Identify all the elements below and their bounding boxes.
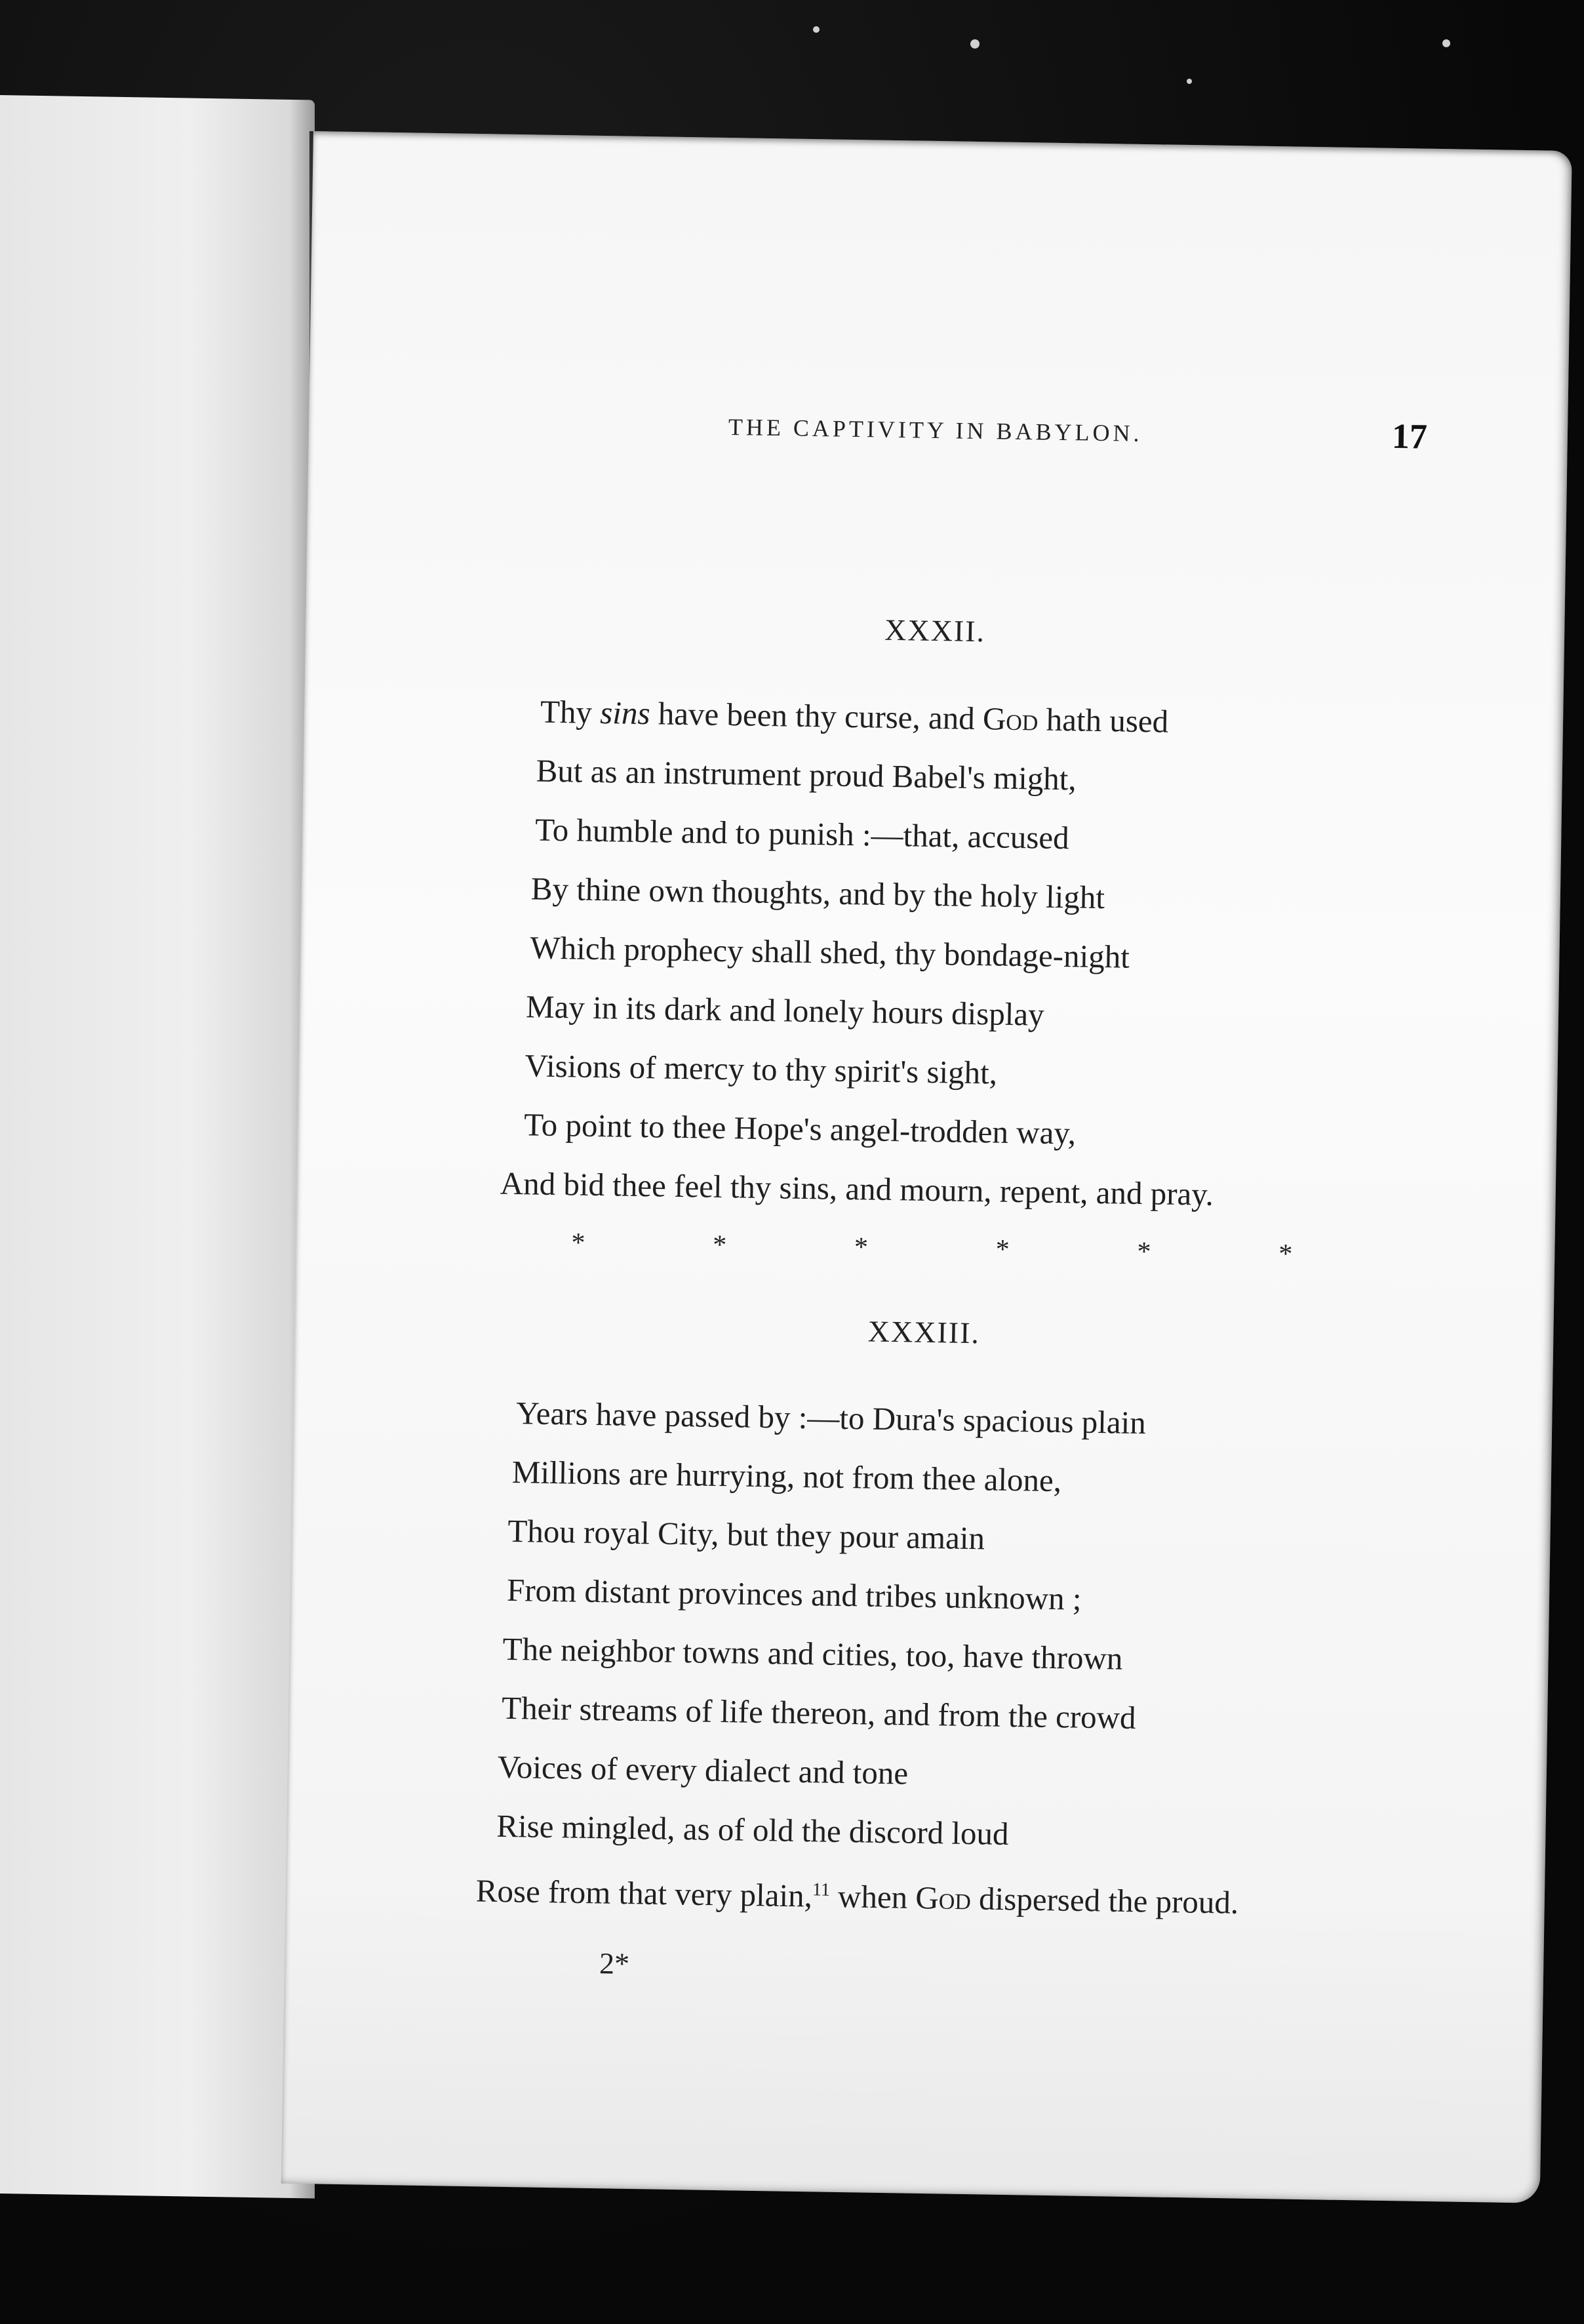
stanza-xxxiii [285,1380,1246,1927]
poem-line: To point to thee Hope's angel-trodden way, [523,1106,1077,1152]
poem-line: To humble and to punish :—that, accused [534,811,1070,856]
poem-line: Millions are hurrying, not from thee alone, [511,1454,1062,1499]
page-content [281,131,1572,2203]
asterisk: * [854,1232,869,1263]
poem-line: Thou royal City, but they pour amain [507,1512,985,1557]
poem-line: Which prophecy shall shed, thy bondage-night [530,929,1130,975]
stanza-numeral-xxxii: XXXII. [884,612,986,649]
poem-line: And bid thee feel thy sins, and mourn, repent, and pray. [500,1165,1214,1212]
section-separator [571,1227,1293,1270]
left-page [0,95,315,2199]
poem-line: From distant provinces and tribes unknown ; [506,1571,1082,1617]
poem-line: Years have passed by :—to Dura's spacious plain [515,1395,1147,1441]
page-number: 17 [1391,416,1428,456]
scan-speck [1442,39,1450,47]
running-head [309,407,1568,456]
poem-line: May in its dark and lonely hours display [525,988,1045,1033]
scan-speck [813,26,820,33]
poem-line: Rise mingled, as of old the discord loud [496,1807,1009,1852]
poem-line: But as an instrument proud Babel's might, [536,752,1077,797]
asterisk: * [571,1228,585,1258]
asterisk: * [995,1234,1010,1265]
asterisk: * [1278,1239,1293,1270]
poem-line: Thy sins have been thy curse, and God hath used [540,693,1169,740]
poem-line: Rose from that very plain,$^{11}$ when God dispersed the proud. [475,1872,1239,1921]
poem-line: Voices of every dialect and tone [497,1748,909,1792]
scan-speck [970,39,980,49]
scan-speck [1187,79,1192,84]
signature-mark: 2* [599,1946,630,1980]
running-title: THE CAPTIVITY IN BABYLON. [728,414,1143,447]
asterisk: * [1137,1236,1151,1268]
asterisk: * [712,1230,727,1261]
poem-line: Their streams of life thereon, and from the crowd [501,1689,1136,1736]
poem-line: The neighbor towns and cities, too, have thrown [502,1630,1123,1677]
right-page [281,131,1572,2203]
poem-line: Visions of mercy to thy spirit's sight, [525,1047,998,1091]
stanza-numeral-xxxiii: XXXIII. [867,1314,981,1350]
poem-line: By thine own thoughts, and by the holy light [530,870,1105,916]
stanza-xxxii [296,679,1221,1224]
